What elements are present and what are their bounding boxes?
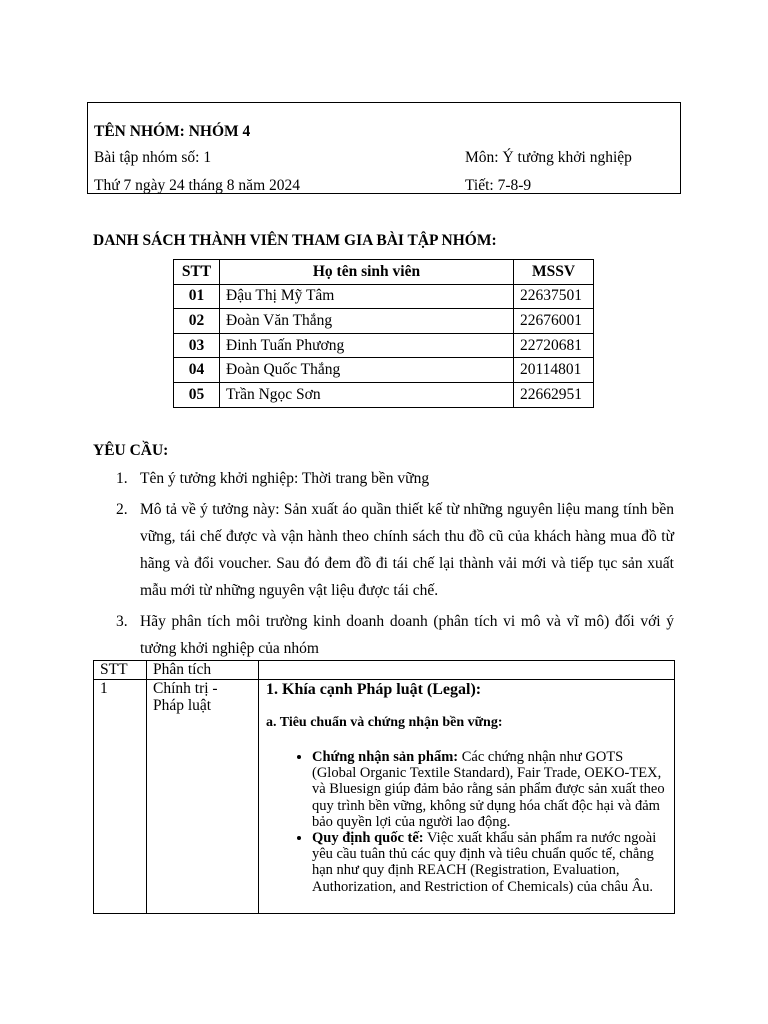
date: Thứ 7 ngày 24 tháng 8 năm 2024 bbox=[94, 177, 300, 194]
member-stt: 02 bbox=[174, 309, 220, 334]
bullet-text: Các chứng nhận như GOTS (Global Organic Textile Standard), Fair Trade, OEKO-TEX, và Bluesign giúp đảm bảo rằng sản phẩm được sản xuất theo quy trình bền vững, không sử dụng hóa chất độc hại và đảm bảo quyền lợi của người lao động. bbox=[312, 749, 665, 830]
table-row bbox=[174, 382, 594, 407]
table-row bbox=[174, 284, 594, 309]
list-text: Hãy phân tích môi trường kinh doanh doanh (phân tích vi mô và vĩ mô) đối với ý tưởng khởi nghiệp của nhóm bbox=[140, 613, 674, 657]
member-name: Đinh Tuấn Phương bbox=[220, 333, 514, 358]
member-name: Trần Ngọc Sơn bbox=[220, 382, 514, 407]
legal-heading: 1. Khía cạnh Pháp luật (Legal): bbox=[266, 681, 482, 698]
assignment-number: Bài tập nhóm số: 1 bbox=[94, 149, 212, 166]
bullet-label: Quy định quốc tế: bbox=[312, 830, 424, 847]
col-header-content bbox=[259, 661, 675, 680]
table-row bbox=[94, 680, 675, 914]
member-stt: 01 bbox=[174, 284, 220, 309]
col-header-stt: STT bbox=[174, 260, 220, 285]
bullet-text: Việc xuất khẩu sản phẩm ra nước ngoài yêu cầu tuân thủ các quy định và tiêu chuẩn quốc tế, chẳng hạn như quy định REACH (Registration, Evaluation, Authorization, and Restriction of Chemicals) của châu Âu. bbox=[312, 830, 657, 895]
member-mssv: 22662951 bbox=[514, 382, 594, 407]
group-name: TÊN NHÓM: NHÓM 4 bbox=[94, 123, 251, 140]
analysis-content bbox=[259, 680, 675, 914]
col-header-mssv: MSSV bbox=[514, 260, 594, 285]
member-name: Đậu Thị Mỹ Tâm bbox=[220, 284, 514, 309]
members-table bbox=[173, 259, 594, 408]
requirements-list bbox=[116, 465, 674, 662]
header-box bbox=[87, 102, 681, 194]
list-item bbox=[312, 749, 668, 830]
member-mssv: 22637501 bbox=[514, 284, 594, 309]
member-name: Đoàn Văn Thắng bbox=[220, 309, 514, 334]
analysis-header-row bbox=[94, 661, 675, 680]
members-title: DANH SÁCH THÀNH VIÊN THAM GIA BÀI TẬP NHÓM: bbox=[93, 232, 497, 249]
member-stt: 04 bbox=[174, 358, 220, 383]
member-mssv: 20114801 bbox=[514, 358, 594, 383]
table-row bbox=[174, 358, 594, 383]
table-row bbox=[174, 333, 594, 358]
list-item bbox=[312, 830, 668, 895]
member-stt: 05 bbox=[174, 382, 220, 407]
list-number: 1. bbox=[116, 470, 128, 487]
members-header-row bbox=[174, 260, 594, 285]
table-row bbox=[174, 309, 594, 334]
list-item bbox=[116, 465, 674, 492]
analysis-stt: 1 bbox=[94, 680, 147, 914]
analysis-factor: Chính trị - Pháp luật bbox=[147, 680, 259, 914]
requirements-title: YÊU CẦU: bbox=[93, 442, 169, 459]
list-text: Tên ý tưởng khởi nghiệp: Thời trang bền vững bbox=[140, 470, 430, 487]
member-name: Đoàn Quốc Thắng bbox=[220, 358, 514, 383]
subject: Môn: Ý tưởng khởi nghiệp bbox=[465, 149, 632, 166]
period: Tiết: 7-8-9 bbox=[465, 177, 532, 194]
list-number: 2. bbox=[116, 501, 128, 518]
bullet-label: Chứng nhận sản phẩm: bbox=[312, 749, 459, 765]
legal-subheading: a. Tiêu chuẩn và chứng nhận bền vững: bbox=[266, 715, 503, 730]
member-stt: 03 bbox=[174, 333, 220, 358]
member-mssv: 22676001 bbox=[514, 309, 594, 334]
list-item bbox=[116, 496, 674, 604]
col-header-stt: STT bbox=[94, 661, 147, 680]
col-header-name: Họ tên sinh viên bbox=[220, 260, 514, 285]
list-item bbox=[116, 608, 674, 662]
member-mssv: 22720681 bbox=[514, 333, 594, 358]
list-number: 3. bbox=[116, 613, 128, 630]
col-header-analysis: Phân tích bbox=[147, 661, 259, 680]
legal-bullets bbox=[266, 749, 668, 895]
analysis-table bbox=[93, 660, 675, 914]
list-text: Mô tả về ý tưởng này: Sản xuất áo quần thiết kế từ những nguyên liệu mang tính bền vững, tái chế được và vận hành theo chính sách thu đồ cũ của khách hàng mua đồ từ hãng và đổi voucher. Sau đó đem đồ đi tái chế lại thành vải mới và tiếp tục sản xuất mẫu mới từ những nguyên vật liệu được tái chế. bbox=[140, 501, 674, 599]
